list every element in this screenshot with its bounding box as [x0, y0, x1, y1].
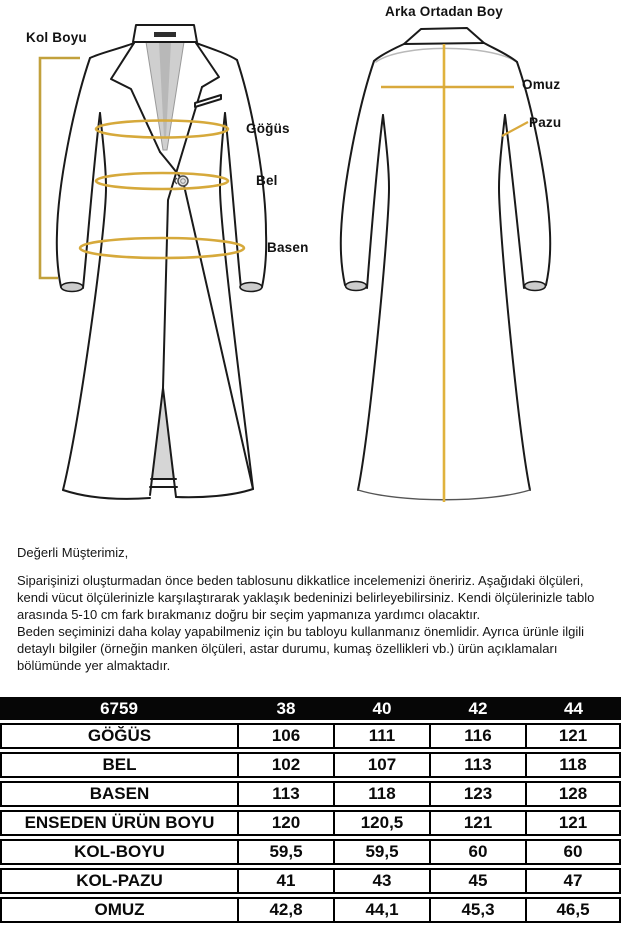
sleeve-length-bracket: [40, 58, 80, 278]
cell-value: 47: [526, 868, 621, 894]
table-row: [0, 781, 621, 807]
cell-value: 120: [238, 810, 334, 836]
cell-value: 118: [526, 752, 621, 778]
cell-value: 116: [430, 723, 526, 749]
label-gogus: Göğüs: [246, 121, 290, 136]
cell-value: 121: [430, 810, 526, 836]
intro-paragraph-2: Beden seçiminizi daha kolay yapabilmeniz için bu tabloyu kullanmanız önemlidir. Ayrıca ürünle ilgili detaylı bilgiler (örneğin manken ölçüleri, astar durumu, kumaş özellikleri vb.) ürün açıklamaları bölümünde yer almaktadır.: [17, 624, 585, 673]
intro-paragraph-1: Siparişinizi oluşturmadan önce beden tablosunu dikkatlice incelemenizi öneririz. Aşağıdaki ölçüleri, kendi vücut ölçülerinizle karşılaştırarak yaklaşık bedeninizi belirleyebilirsiniz. Kendi ölçülerinizle tablo arasında 5-10 cm fark bırakmanız doğru bir seçim yapmanıza yardımcı olacaktır.: [17, 573, 595, 622]
row-label: BEL: [0, 752, 238, 778]
cell-value: 44,1: [334, 897, 430, 923]
cell-value: 120,5: [334, 810, 430, 836]
label-omuz: Omuz: [522, 77, 561, 92]
coat-front-drawing: [57, 25, 266, 499]
cell-value: 107: [334, 752, 430, 778]
cell-value: 121: [526, 723, 621, 749]
table-row: [0, 868, 621, 894]
row-label: ENSEDEN ÜRÜN BOYU: [0, 810, 238, 836]
cell-value: 41: [238, 868, 334, 894]
cell-value: 43: [334, 868, 430, 894]
row-label: OMUZ: [0, 897, 238, 923]
row-label: KOL-BOYU: [0, 839, 238, 865]
table-row: [0, 810, 621, 836]
cell-value: 123: [430, 781, 526, 807]
cell-value: 128: [526, 781, 621, 807]
row-label: GÖĞÜS: [0, 723, 238, 749]
label-pazu: Pazu: [529, 115, 562, 130]
cell-value: 45,3: [430, 897, 526, 923]
cell-value: 45: [430, 868, 526, 894]
label-basen: Basen: [267, 240, 309, 255]
coat-back-drawing: [341, 28, 550, 500]
model-code-cell: 6759: [0, 697, 238, 720]
cell-value: 59,5: [238, 839, 334, 865]
waist-ellipse: [96, 173, 228, 189]
cell-value: 59,5: [334, 839, 430, 865]
size-col-42: 42: [430, 697, 526, 720]
waist-button: [175, 176, 188, 186]
cell-value: 113: [238, 781, 334, 807]
front-edge-over-panel: [160, 152, 253, 489]
cell-value: 121: [526, 810, 621, 836]
cell-value: 42,8: [238, 897, 334, 923]
table-row: [0, 897, 621, 923]
cell-value: 102: [238, 752, 334, 778]
label-bel: Bel: [256, 173, 278, 188]
hip-ellipse: [80, 238, 244, 258]
table-row: [0, 839, 621, 865]
size-col-38: 38: [238, 697, 334, 720]
cell-value: 60: [430, 839, 526, 865]
greeting-text: Değerli Müşterimiz,: [17, 545, 129, 560]
row-label: KOL-PAZU: [0, 868, 238, 894]
cell-value: 46,5: [526, 897, 621, 923]
row-label: BASEN: [0, 781, 238, 807]
size-col-40: 40: [334, 697, 430, 720]
size-table-header-row: [0, 697, 621, 720]
size-chart-table: [0, 694, 621, 926]
label-kol-boyu: Kol Boyu: [26, 30, 87, 45]
table-row: [0, 723, 621, 749]
cell-value: 111: [334, 723, 430, 749]
customer-note: [17, 544, 609, 674]
cell-value: 106: [238, 723, 334, 749]
cell-value: 118: [334, 781, 430, 807]
cell-value: 60: [526, 839, 621, 865]
size-col-44: 44: [526, 697, 621, 720]
label-arka-ortadan-boy: Arka Ortadan Boy: [385, 4, 503, 19]
table-row: [0, 752, 621, 778]
cell-value: 113: [430, 752, 526, 778]
